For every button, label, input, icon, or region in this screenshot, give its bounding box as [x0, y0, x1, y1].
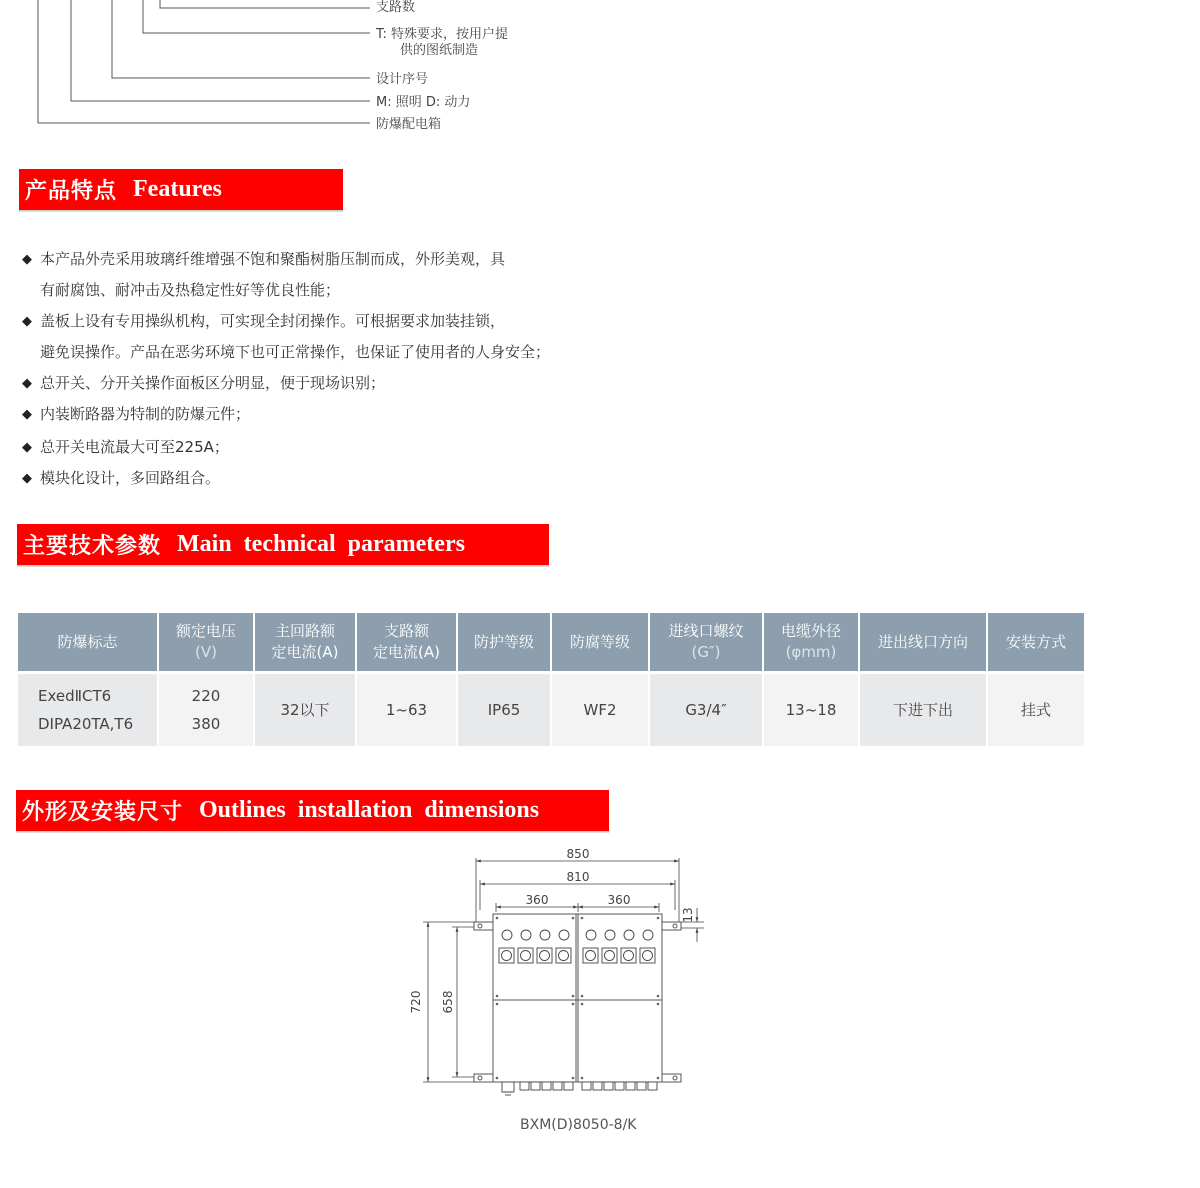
table-cell: 1~63 [357, 671, 458, 746]
diamond-bullet-icon: ◆ [22, 471, 32, 486]
table-header-cell: 安装方式 [988, 613, 1084, 671]
table-header-cell: 防爆标志 [18, 613, 159, 671]
table-header-cell: 电缆外径 (φmm) [764, 613, 860, 671]
dimensions-title-cn: 外形及安装尺寸 [22, 800, 184, 825]
features-title-en: Features [133, 176, 222, 202]
diamond-bullet-icon: ◆ [22, 407, 32, 422]
feature-line: 有耐腐蚀、耐冲击及热稳定性好等优良性能； [40, 281, 341, 299]
table-header-cell: 进线口螺纹 (G″) [650, 613, 764, 671]
legend-explosion-box: 防爆配电箱 [376, 117, 442, 132]
dimensions-title-en: Outlines installation dimensions [199, 797, 540, 823]
legend-branch-count: 支路数 [376, 0, 416, 15]
table-header-cell: 支路额 定电流(A) [357, 613, 458, 671]
feature-line: 模块化设计，多回路组合。 [40, 469, 221, 487]
legend-design-serial: 设计序号 [376, 72, 429, 87]
dim-850: 850 [566, 847, 590, 861]
dim-13: 13 [681, 907, 695, 923]
model-caption: BXM(D)8050-8/K [520, 1117, 637, 1133]
dim-810: 810 [566, 870, 590, 884]
table-header-cell: 防腐等级 [552, 613, 650, 671]
feature-line: 避免误操作。产品在恶劣环境下也可正常操作，也保证了使用者的人身安全； [40, 343, 551, 361]
table-header-cell: 主回路额 定电流(A) [255, 613, 357, 671]
feature-line: 总开关电流最大可至225A； [40, 438, 229, 456]
feature-line: 本产品外壳采用玻璃纤维增强不饱和聚酯树脂压制而成，外形美观，具 [40, 250, 506, 268]
dim-720: 720 [409, 990, 423, 1014]
diamond-bullet-icon: ◆ [22, 376, 32, 391]
table-header-cell: 防护等级 [458, 613, 552, 671]
diamond-bullet-icon: ◆ [22, 314, 32, 329]
feature-line: 盖板上设有专用操纵机构，可实现全封闭操作。可根据要求加装挂锁， [40, 312, 506, 330]
dim-360-right: 360 [607, 893, 631, 907]
table-header-cell: 额定电压 (V) [159, 613, 255, 671]
dim-658: 658 [441, 990, 455, 1014]
table-cell: ExedⅡCT6 DIPA20TA,T6 [18, 671, 159, 746]
features-title-cn: 产品特点 [25, 179, 118, 204]
params-title-en: Main technical parameters [177, 531, 465, 557]
feature-line: 总开关、分开关操作面板区分明显，便于现场识别； [40, 374, 386, 392]
legend-special-cont: 供的图纸制造 [400, 43, 479, 58]
feature-line: 内装断路器为特制的防爆元件； [40, 405, 251, 423]
diamond-bullet-icon: ◆ [22, 440, 32, 455]
table-header-cell: 进出线口方向 [860, 613, 988, 671]
table-cell: 32以下 [255, 671, 357, 746]
table-cell: 下进下出 [860, 671, 988, 746]
table-cell: 挂式 [988, 671, 1084, 746]
table-cell: IP65 [458, 671, 552, 746]
table-cell: 13~18 [764, 671, 860, 746]
legend-special: T: 特殊要求，按用户提 [376, 27, 509, 42]
table-cell: 220 380 [159, 671, 255, 746]
diamond-bullet-icon: ◆ [22, 252, 32, 267]
dim-360-left: 360 [525, 893, 549, 907]
table-cell: G3/4″ [650, 671, 764, 746]
table-cell: WF2 [552, 671, 650, 746]
params-title-cn: 主要技术参数 [23, 534, 162, 559]
legend-lighting-power: M: 照明 D: 动力 [376, 95, 471, 110]
